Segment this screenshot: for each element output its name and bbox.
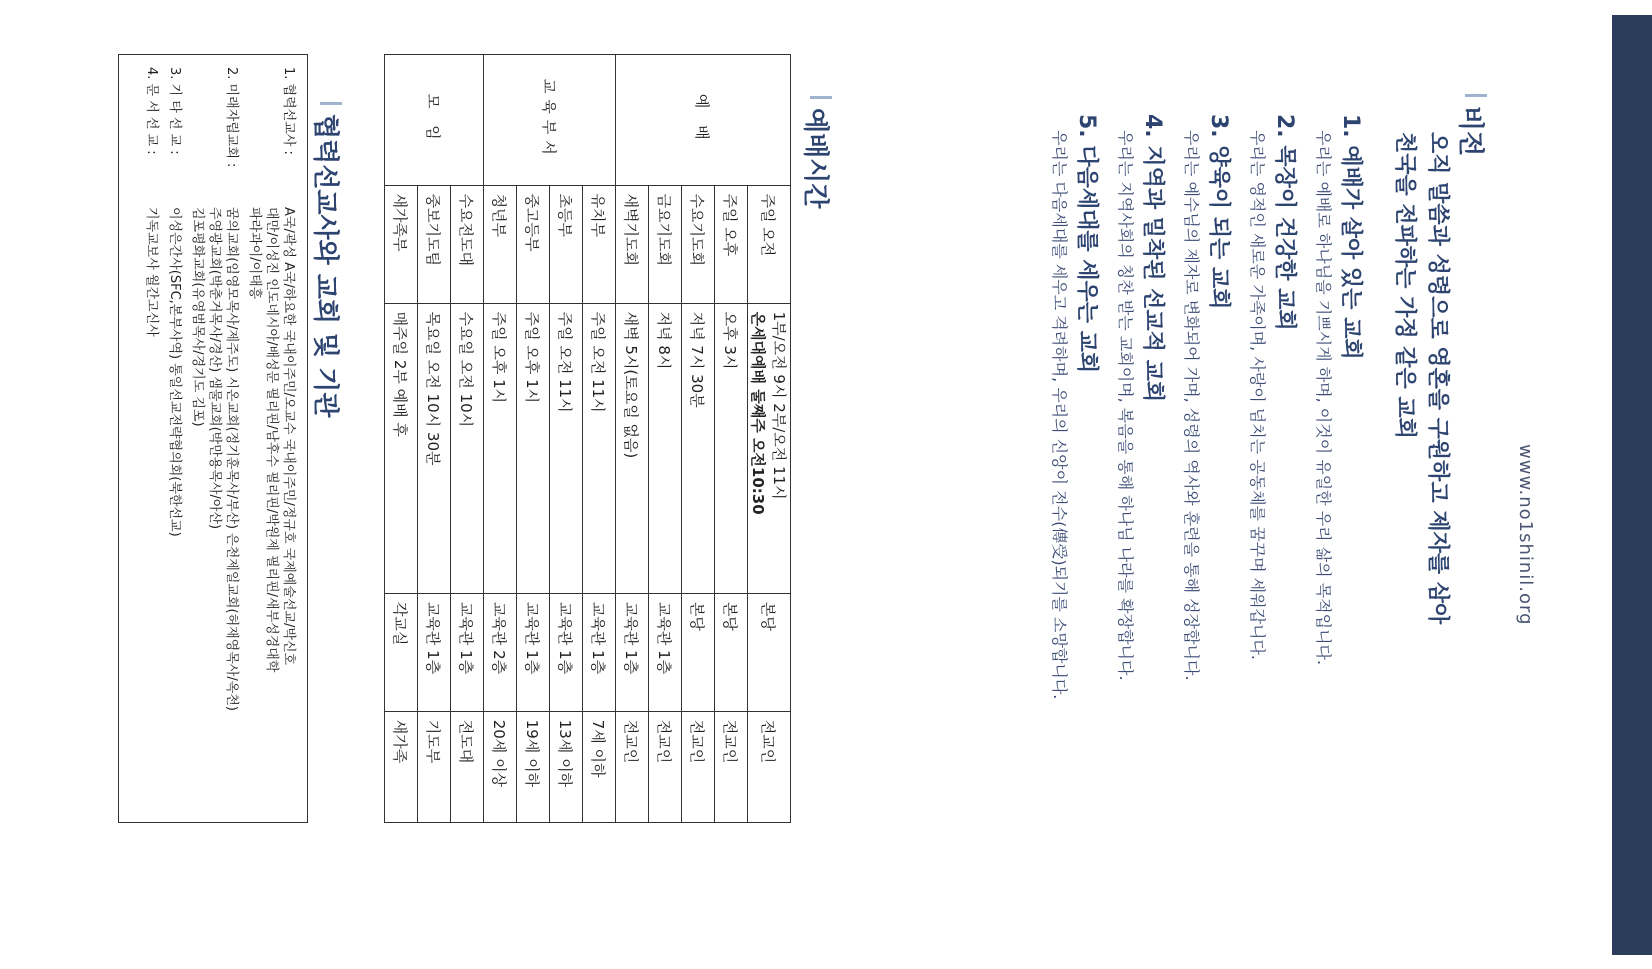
row-time: 저녁 8시 (649, 303, 682, 593)
partner-item (246, 67, 297, 810)
row-target: 19세 이하 (517, 711, 550, 822)
partner-text (189, 207, 240, 810)
row-name: 새가족부 (385, 185, 418, 303)
row-time: 수요일 오전 10시 (451, 303, 484, 593)
motto-line-2: 천국을 전파하는 가정 같은 교회 (1392, 132, 1417, 439)
row-target: 전교인 (616, 711, 649, 822)
row-name: 중보기도팀 (418, 185, 451, 303)
vision-item (1178, 114, 1232, 914)
row-name: 주일 오후 (715, 185, 748, 303)
row-place: 교육관 1층 (550, 593, 583, 711)
vision-item (1310, 114, 1364, 914)
vision-item (1244, 114, 1298, 914)
partner-text (143, 207, 160, 810)
partner-line: 주영광교회(박춘거목사/경산) 샘물교회(박만용목사/아산) (207, 207, 222, 530)
row-target: 전도대 (451, 711, 484, 822)
row-target: 전교인 (715, 711, 748, 822)
vision-item-desc: 우리는 예배로 하나님을 기쁘시게 하며, 이것이 유일한 우리 삶의 목적입니다. (1314, 130, 1333, 666)
row-place: 교육관 1층 (616, 593, 649, 711)
row-name: 청년부 (484, 185, 517, 303)
group-meeting: 모 임 (385, 55, 484, 186)
group-education: 교육부서 (484, 55, 616, 186)
table-row (583, 55, 616, 823)
row-name: 수요기도회 (682, 185, 715, 303)
vision-item-desc: 우리는 영적인 새로운 가족이며, 사랑이 넘치는 공동체를 꿈꾸며 세워갑니다. (1248, 130, 1267, 660)
partners-box (118, 54, 308, 823)
group-worship: 예 배 (616, 55, 791, 186)
row-time: 주일 오전 11시 (550, 303, 583, 593)
row-target: 7세 이하 (583, 711, 616, 822)
row-time-text: 1부/오전 9시 2부/오전 11시 (770, 311, 788, 500)
partner-item (143, 67, 160, 810)
partner-item (166, 67, 183, 810)
row-name: 주일 오전 (748, 185, 791, 303)
partner-label: 2. 미래자립교회 : (224, 67, 239, 168)
row-name: 초등부 (550, 185, 583, 303)
row-name: 수요전도대 (451, 185, 484, 303)
row-time-bold: 온세대예배 둘째주 오전10:30 (749, 311, 767, 515)
partner-text (246, 207, 297, 810)
partner-line: 김포평화교회(유영범목사/경기도 김포) (190, 207, 205, 427)
vision-list (1034, 114, 1364, 914)
row-time: 매주일 2부 예배 후 (385, 303, 418, 593)
row-target: 새가족 (385, 711, 418, 822)
vision-motto (1388, 132, 1454, 912)
row-place: 교육관 1층 (451, 593, 484, 711)
table-row (451, 55, 484, 823)
partner-item (189, 67, 240, 810)
partner-line: 기독교보사 월간고신사 (144, 207, 159, 337)
row-place: 본당 (682, 593, 715, 711)
row-time: 목요일 오전 10시 30분 (418, 303, 451, 593)
row-time: 주일 오후 1시 (517, 303, 550, 593)
vision-heading: 비전 (1454, 106, 1491, 156)
vision-item-desc: 우리는 다음세대를 세우고 격려하며, 우리의 신앙이 전수(傳受)되기를 소망합니다. (1050, 130, 1069, 700)
row-place: 교육관 1층 (517, 593, 550, 711)
website-url: www.no1shinil.org (1515, 444, 1536, 626)
vision-item (1046, 114, 1100, 914)
partner-label: 1. 협력선교사 : (281, 67, 296, 155)
partner-line: 대만/이성진 인도네시아/배성문 필리핀/남후수 필리핀/박원제 필리핀/새부성경대학 (264, 207, 279, 673)
partner-line: 꿈의교회(임영모목사/제주도) 시온교회(정기훈목사/부산) 은천제일교회(허재영목사/옥천) (224, 207, 239, 711)
row-time: 새벽 5시(토요일 없음) (616, 303, 649, 593)
partner-label: 3. 기 타 선 교 : (167, 67, 182, 155)
row-name: 중고등부 (517, 185, 550, 303)
row-time: 주일 오후 1시 (484, 303, 517, 593)
row-time: 주일 오전 11시 (583, 303, 616, 593)
rotated-content (26, 14, 1626, 954)
row-target: 전교인 (748, 711, 791, 822)
row-place: 교육관 1층 (649, 593, 682, 711)
row-time: 오후 3시 (715, 303, 748, 593)
row-name: 유치부 (583, 185, 616, 303)
motto-line-1: 오직 말씀과 성령으로 영혼을 구원하고 제자를 삼아 (1425, 132, 1450, 625)
row-place: 교육관 2층 (484, 593, 517, 711)
row-target: 전교인 (682, 711, 715, 822)
partners-heading: 협력선교사와 교회 및 기관 (309, 114, 346, 417)
vision-item-title: 5. 다음세대를 세우는 교회 (1074, 114, 1099, 374)
row-time (748, 303, 791, 593)
row-target: 전교인 (649, 711, 682, 822)
worship-heading: 예배시간 (799, 108, 836, 208)
row-time: 저녁 7시 30분 (682, 303, 715, 593)
vision-item-desc: 우리는 예수님의 제자로 변화되어 가며, 성령의 역사와 훈련을 통해 성장합니다. (1182, 130, 1201, 681)
partner-text (166, 207, 183, 810)
row-place: 본당 (748, 593, 791, 711)
row-place: 교육관 1층 (583, 593, 616, 711)
row-target: 13세 이하 (550, 711, 583, 822)
partner-label: 4. 문 서 선 교 : (144, 67, 159, 155)
worship-schedule-table (384, 54, 791, 823)
partner-line: A국/곽성 A국/하요한 국내이주민/오교수 국내이주민/정규호 국제예술선교/박신호 (281, 207, 296, 666)
row-name: 새벽기도회 (616, 185, 649, 303)
row-place: 각교실 (385, 593, 418, 711)
row-place: 본당 (715, 593, 748, 711)
row-target: 20세 이상 (484, 711, 517, 822)
partner-line: 이성은간사(SFC,본부사역) 통일선교전략협의회(북한선교) (167, 207, 182, 537)
vision-item-title: 3. 양육이 되는 교회 (1206, 114, 1231, 310)
vision-item-title: 2. 목장이 건강한 교회 (1272, 114, 1297, 331)
row-place: 교육관 1층 (418, 593, 451, 711)
row-name: 금요기도회 (649, 185, 682, 303)
vision-item-desc: 우리는 지역사회의 칭찬 받는 교회이며, 복음을 통해 하나님 나라를 확장합니다. (1116, 130, 1135, 681)
partner-line: 파라과이/이태흥 (247, 207, 262, 300)
vision-item-title: 4. 지역과 밀착된 선교적 교회 (1140, 114, 1165, 403)
table-row (748, 55, 791, 823)
vision-item-title: 1. 예배가 살아 있는 교회 (1338, 114, 1363, 360)
vision-item (1112, 114, 1166, 914)
row-target: 기도부 (418, 711, 451, 822)
